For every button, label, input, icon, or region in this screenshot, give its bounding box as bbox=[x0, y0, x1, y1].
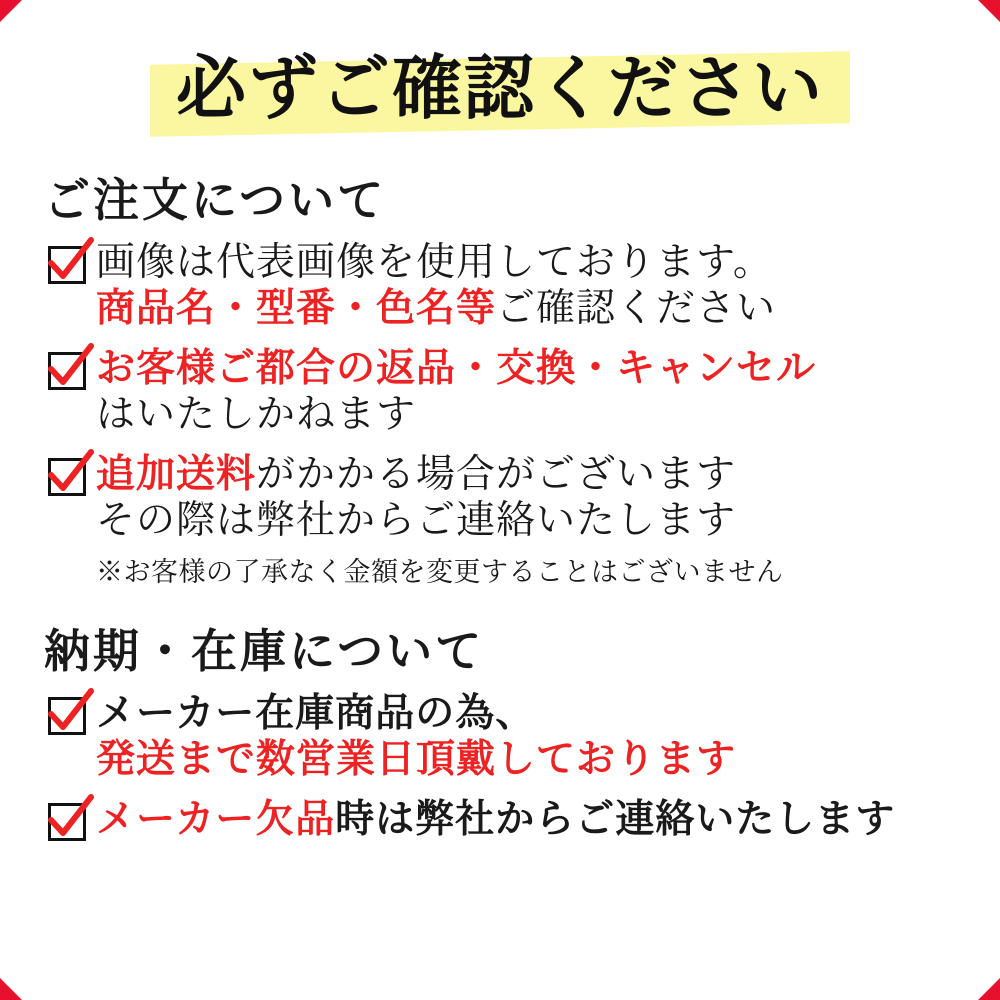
list-item-line: はいたしかねます bbox=[96, 393, 417, 437]
check-mark-icon bbox=[48, 803, 86, 841]
list-item-text bbox=[96, 240, 970, 332]
list-item-line: お客様ご都合の返品・交換・キャンセル bbox=[96, 347, 817, 391]
list-item bbox=[48, 797, 970, 843]
list-item-line: その際は弊社からご連絡いたします bbox=[96, 499, 737, 543]
list-item bbox=[48, 452, 970, 589]
emphasis-red: 商品名・型番・色名等 bbox=[96, 287, 497, 331]
list-item-text bbox=[96, 346, 970, 438]
section-heading-orders: ご注文について bbox=[44, 175, 387, 226]
list-item-line: 画像は代表画像を使用しております。 bbox=[96, 241, 773, 284]
list-item-line bbox=[96, 452, 970, 498]
emphasis-red: 追加送料 bbox=[96, 453, 257, 497]
emphasis-red: メーカー欠品 bbox=[96, 798, 336, 842]
list-item bbox=[48, 691, 970, 783]
page-title: 必ずご確認ください bbox=[176, 51, 824, 128]
list-item-note: ※お客様の了承なく金額を変更することはございません bbox=[96, 557, 784, 588]
list-item-text bbox=[96, 797, 970, 843]
list-item-line: 発送まで数営業日頂戴しております bbox=[96, 738, 737, 782]
list-item-line-tail: 時は弊社からご連絡いたします bbox=[335, 798, 896, 842]
check-mark-icon bbox=[48, 458, 86, 496]
list-item-text bbox=[96, 452, 970, 589]
list-item bbox=[48, 346, 970, 438]
list-item-line bbox=[96, 797, 970, 843]
check-mark-icon bbox=[48, 697, 86, 735]
list-item bbox=[48, 240, 970, 332]
list-item-line-tail: ご確認ください bbox=[496, 287, 777, 331]
list-item-line-tail: がかかる場合がございます bbox=[256, 453, 737, 497]
list-item-line: メーカー在庫商品の為、 bbox=[96, 692, 536, 736]
list-item-line bbox=[96, 286, 970, 332]
section-heading-delivery-stock: 納期・在庫について bbox=[44, 626, 485, 678]
list-item-text bbox=[96, 691, 970, 783]
check-mark-icon bbox=[48, 246, 86, 284]
title-banner bbox=[30, 34, 970, 146]
check-mark-icon bbox=[48, 352, 86, 390]
